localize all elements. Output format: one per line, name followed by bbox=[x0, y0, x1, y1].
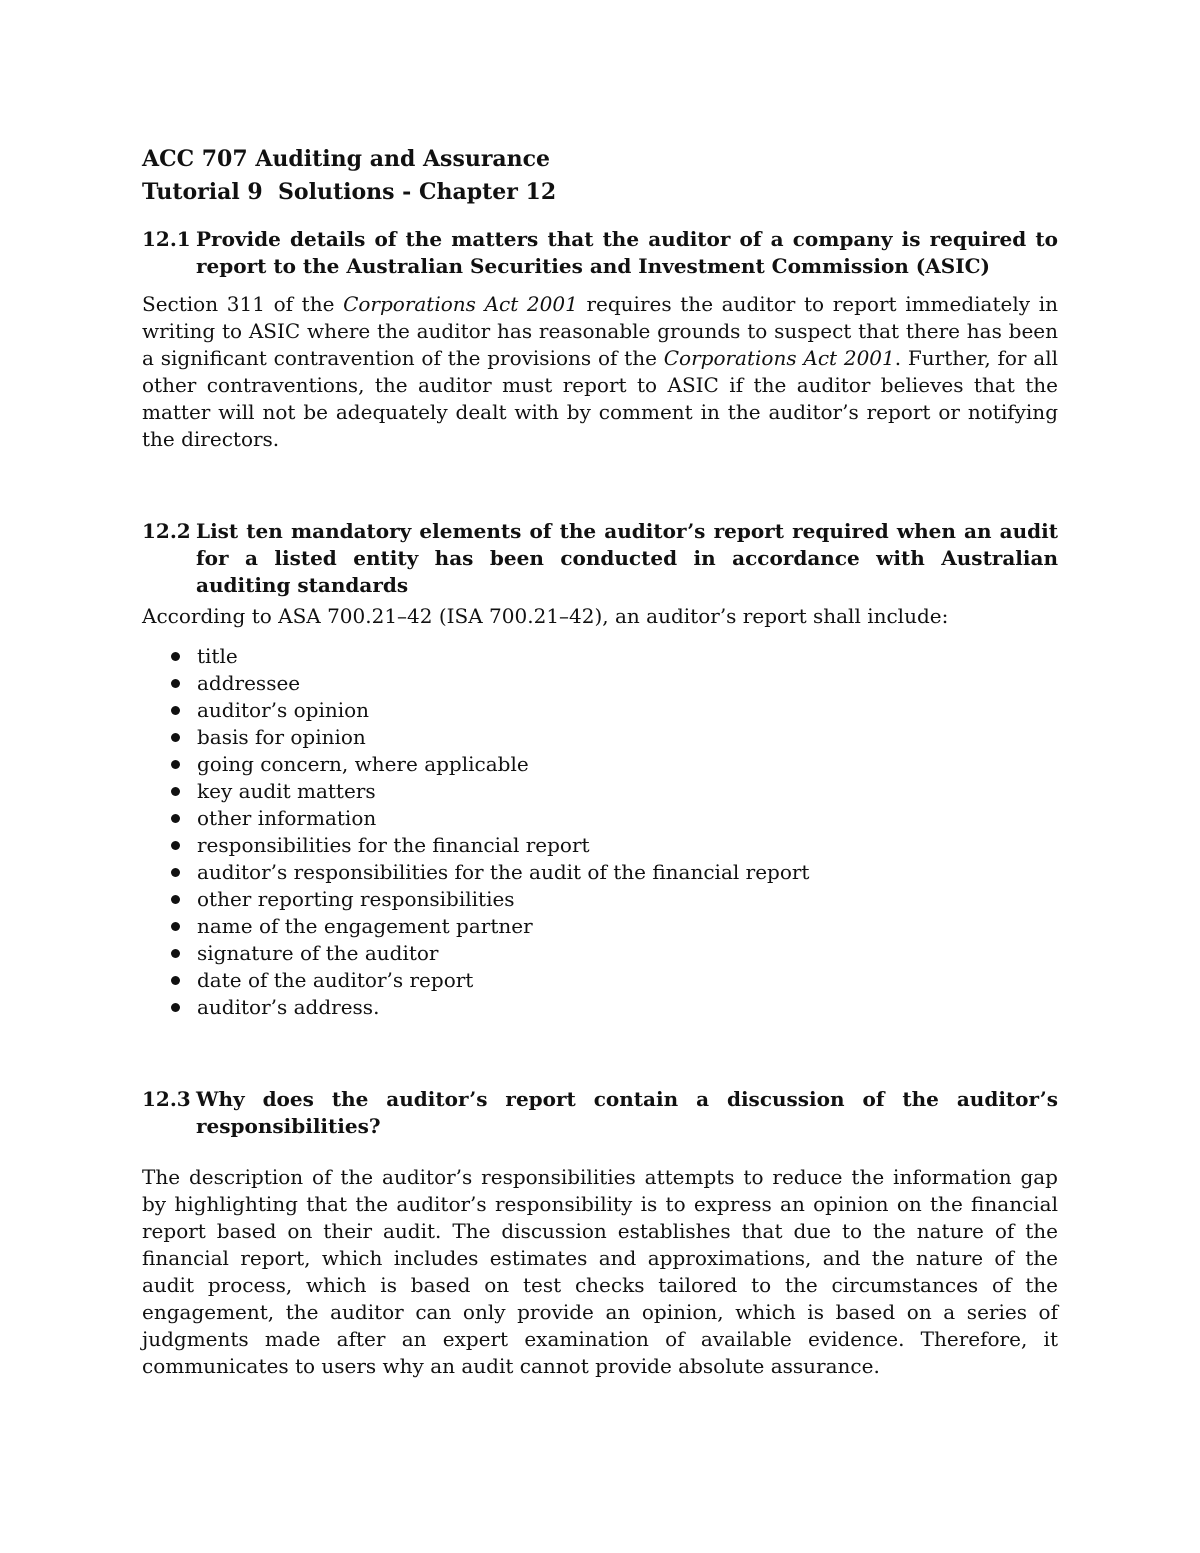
question-text: Provide details of the matters that the auditor of a company is required to report to the Australian Securities and Investment Commission (ASIC) bbox=[196, 227, 1058, 278]
list-item: title bbox=[142, 643, 1058, 670]
act-name: Corporations Act 2001 bbox=[663, 346, 895, 370]
answer-12-2-intro: According to ASA 700.21–42 (ISA 700.21–42), an auditor’s report shall include: bbox=[142, 604, 949, 628]
tutorial-subtitle: Tutorial 9 Solutions - Chapter 12 bbox=[142, 179, 557, 205]
act-name: Corporations Act 2001 bbox=[343, 292, 578, 316]
question-number: 12.3 bbox=[142, 1087, 191, 1111]
course-title: ACC 707 Auditing and Assurance bbox=[142, 146, 551, 172]
answer-text: requires the auditor to report immediately in writing to ASIC where the auditor has reasonable grounds to suspect that there has been a significant contravention of the provisions of the bbox=[142, 292, 1058, 370]
list-item: responsibilities for the financial report bbox=[142, 832, 1058, 859]
list-item: date of the auditor’s report bbox=[142, 967, 1058, 994]
list-item: auditor’s opinion bbox=[142, 697, 1058, 724]
question-12-3 bbox=[142, 1086, 1058, 1140]
answer-text: Section 311 of the bbox=[142, 292, 344, 316]
answer-text: . Further, for all other contraventions, the auditor must report to ASIC if the auditor believes that the matter will not be adequately dealt with by comment in the auditor’s report or notifying the directors. bbox=[142, 346, 1058, 451]
list-item: auditor’s responsibilities for the audit of the financial report bbox=[142, 859, 1058, 886]
question-number: 12.2 bbox=[142, 519, 191, 543]
mandatory-elements-list bbox=[142, 643, 1058, 1021]
list-item: going concern, where applicable bbox=[142, 751, 1058, 778]
answer-12-1 bbox=[142, 291, 1058, 453]
list-item: other reporting responsibilities bbox=[142, 886, 1058, 913]
question-12-2 bbox=[142, 518, 1058, 599]
list-item: addressee bbox=[142, 670, 1058, 697]
list-item: auditor’s address. bbox=[142, 994, 1058, 1021]
question-number: 12.1 bbox=[142, 227, 191, 251]
list-item: signature of the auditor bbox=[142, 940, 1058, 967]
list-item: basis for opinion bbox=[142, 724, 1058, 751]
question-text: Why does the auditor’s report contain a discussion of the auditor’s responsibilities? bbox=[196, 1087, 1058, 1138]
list-item: key audit matters bbox=[142, 778, 1058, 805]
list-item: name of the engagement partner bbox=[142, 913, 1058, 940]
question-12-1 bbox=[142, 226, 1058, 280]
document-body bbox=[142, 143, 1058, 1380]
answer-12-3: The description of the auditor’s responsibilities attempts to reduce the information gap by highlighting that the auditor’s responsibility is to express an opinion on the financial report based on their audit. The discussion establishes that due to the nature of the financial report, which includes estimates and approximations, and the nature of the audit process, which is based on test checks tailored to the circumstances of the engagement, the auditor can only provide an opinion, which is based on a series of judgments made after an expert examination of available evidence. Therefore, it communicates to users why an audit cannot provide absolute assurance. bbox=[142, 1165, 1058, 1378]
question-text: List ten mandatory elements of the auditor’s report required when an audit for a listed entity has been conducted in accordance with Australian auditing standards bbox=[196, 519, 1058, 597]
list-item: other information bbox=[142, 805, 1058, 832]
